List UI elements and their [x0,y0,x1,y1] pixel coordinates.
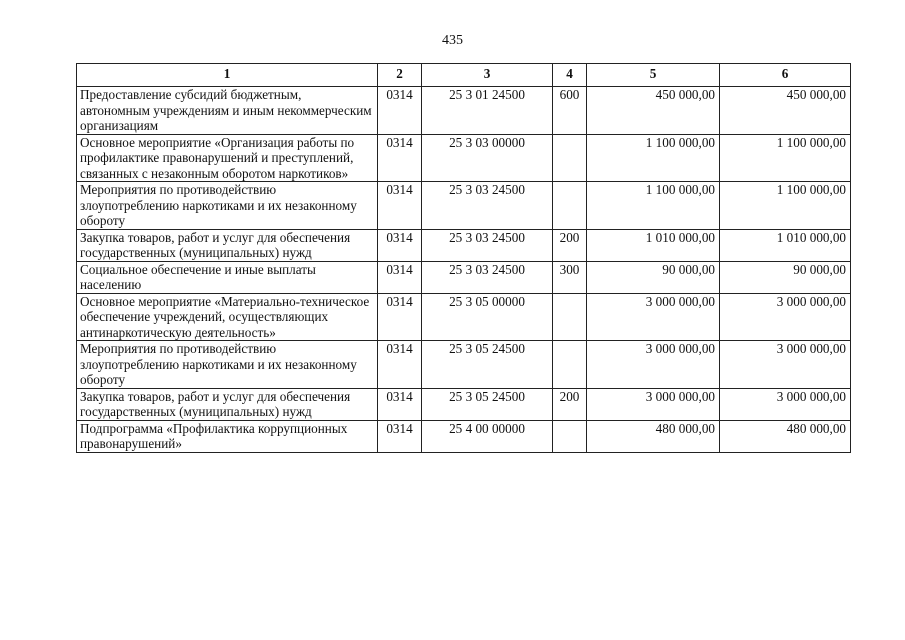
row-amount-2: 1 100 000,00 [720,182,851,230]
column-header: 3 [422,64,553,87]
row-section: 0314 [378,87,422,135]
row-section: 0314 [378,420,422,452]
table-row [77,229,851,261]
table-row [77,420,851,452]
row-amount-2: 480 000,00 [720,420,851,452]
row-amount-1: 90 000,00 [587,261,720,293]
row-amount-1: 450 000,00 [587,87,720,135]
row-type: 200 [553,388,587,420]
row-name: Предоставление субсидий бюджетным, автономным учреждениям и иным некоммерческим организациям [77,87,378,135]
row-name: Социальное обеспечение и иные выплаты населению [77,261,378,293]
column-header: 6 [720,64,851,87]
row-amount-2: 3 000 000,00 [720,341,851,389]
row-type: 300 [553,261,587,293]
row-name: Закупка товаров, работ и услуг для обеспечения государственных (муниципальных) нужд [77,229,378,261]
row-target: 25 3 05 00000 [422,293,553,341]
column-header: 4 [553,64,587,87]
row-section: 0314 [378,341,422,389]
column-header: 5 [587,64,720,87]
row-amount-1: 1 010 000,00 [587,229,720,261]
row-type [553,134,587,182]
row-type [553,420,587,452]
row-name: Основное мероприятие «Материально-техническое обеспечение учреждений, осуществляющих антинаркотическую деятельность» [77,293,378,341]
row-section: 0314 [378,293,422,341]
row-amount-1: 3 000 000,00 [587,293,720,341]
table-row [77,87,851,135]
row-amount-1: 3 000 000,00 [587,388,720,420]
table-row [77,182,851,230]
row-target: 25 3 01 24500 [422,87,553,135]
table-row [77,261,851,293]
row-amount-2: 1 100 000,00 [720,134,851,182]
row-name: Мероприятия по противодействию злоупотреблению наркотиками и их незаконному обороту [77,182,378,230]
column-header: 1 [77,64,378,87]
row-target: 25 4 00 00000 [422,420,553,452]
row-name: Мероприятия по противодействию злоупотреблению наркотиками и их незаконному обороту [77,341,378,389]
row-amount-1: 480 000,00 [587,420,720,452]
row-amount-2: 1 010 000,00 [720,229,851,261]
row-target: 25 3 03 00000 [422,134,553,182]
row-amount-1: 1 100 000,00 [587,182,720,230]
row-section: 0314 [378,182,422,230]
column-header: 2 [378,64,422,87]
row-target: 25 3 05 24500 [422,341,553,389]
row-type [553,341,587,389]
row-name: Основное мероприятие «Организация работы по профилактике правонарушений и преступлений, связанных с незаконным оборотом наркотиков» [77,134,378,182]
budget-table [76,63,851,453]
row-section: 0314 [378,388,422,420]
row-section: 0314 [378,229,422,261]
row-section: 0314 [378,134,422,182]
table-row [77,134,851,182]
table-row [77,293,851,341]
row-amount-2: 90 000,00 [720,261,851,293]
table-header-row [77,64,851,87]
page-number: 435 [442,33,463,48]
row-amount-2: 3 000 000,00 [720,293,851,341]
table-row [77,341,851,389]
row-target: 25 3 05 24500 [422,388,553,420]
row-amount-2: 3 000 000,00 [720,388,851,420]
row-target: 25 3 03 24500 [422,182,553,230]
row-type [553,182,587,230]
row-type: 200 [553,229,587,261]
row-name: Закупка товаров, работ и услуг для обеспечения государственных (муниципальных) нужд [77,388,378,420]
row-name: Подпрограмма «Профилактика коррупционных правонарушений» [77,420,378,452]
row-type: 600 [553,87,587,135]
row-amount-1: 1 100 000,00 [587,134,720,182]
table-row [77,388,851,420]
row-target: 25 3 03 24500 [422,229,553,261]
row-section: 0314 [378,261,422,293]
row-amount-2: 450 000,00 [720,87,851,135]
row-target: 25 3 03 24500 [422,261,553,293]
row-amount-1: 3 000 000,00 [587,341,720,389]
row-type [553,293,587,341]
